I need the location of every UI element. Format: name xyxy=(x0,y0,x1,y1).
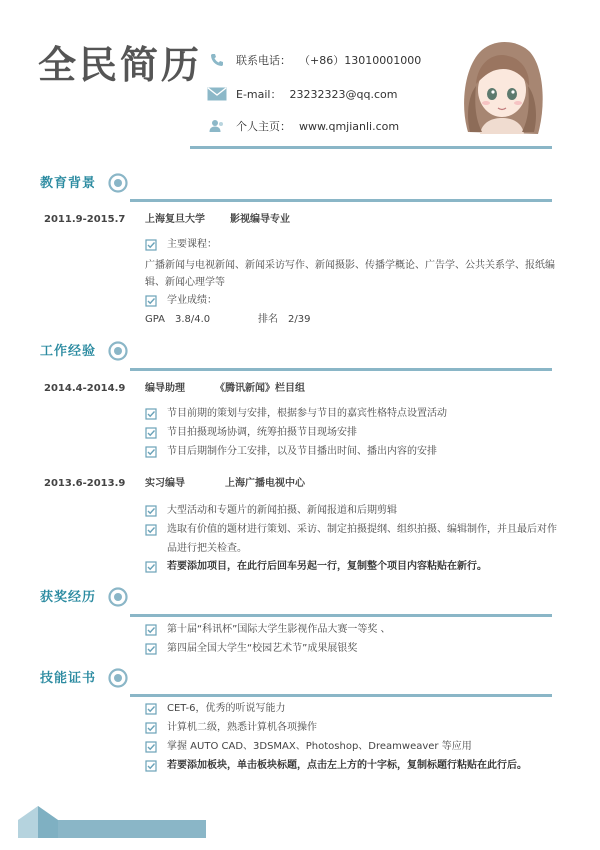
person-icon xyxy=(206,118,228,134)
phone-icon xyxy=(206,52,228,68)
homepage-value: www.qmjianli.com xyxy=(299,119,400,133)
checkbox-icon xyxy=(145,703,157,715)
phone-value: （+86）13010001000 xyxy=(299,54,422,67)
list-item xyxy=(145,719,565,737)
envelope-icon xyxy=(206,86,228,102)
list-item xyxy=(145,757,565,775)
section-divider xyxy=(130,368,552,371)
skill-item: CET-6，优秀的听说写能力 xyxy=(167,703,286,714)
list-item xyxy=(145,700,565,718)
courses-label: 主要课程： xyxy=(167,239,217,250)
gpa-value: GPA 3.8/4.0 xyxy=(145,314,211,325)
courses-text-line1: 广播新闻与电视新闻、新闻采访写作、新闻摄影、传播学概论、广告学、公共关系学、报纸编 xyxy=(145,260,555,271)
list-item xyxy=(145,640,565,658)
award-item: 第十届“科讯杯”国际大学生影视作品大赛一等奖 、 xyxy=(167,624,391,635)
job1-item: 节目前期的策划与安排，根据参与节目的嘉宾性格特点设置活动 xyxy=(167,408,447,419)
homepage-label: 个人主页： xyxy=(236,120,291,133)
rank-value: 排名 2/39 xyxy=(258,314,311,325)
list-item xyxy=(145,424,565,442)
phone-label: 联系电话： xyxy=(236,54,291,67)
job1-date: 2014.4-2014.9 xyxy=(44,383,126,394)
resume-title: 全民简历 xyxy=(38,43,203,87)
section-title-awards: 获奖经历 xyxy=(40,590,97,605)
checkbox-icon xyxy=(145,760,157,772)
email-value: 23232323@qq.com xyxy=(289,87,398,101)
job2-item: 选取有价值的题材进行策划、采访、制定拍摄提纲、组织拍摄、编辑制作，并且最后对作 xyxy=(167,524,557,535)
list-item xyxy=(145,738,565,756)
award-item: 第四届全国大学生“校园艺术节”成果展银奖 xyxy=(167,643,358,654)
checkbox-icon xyxy=(145,561,157,573)
job2-item-continued: 品进行把关检查。 xyxy=(167,543,247,554)
checkbox-icon xyxy=(145,408,157,420)
list-item xyxy=(145,558,565,576)
education-date: 2011.9-2015.7 xyxy=(44,214,126,225)
grades-label: 学业成绩： xyxy=(167,295,217,306)
checkbox-icon xyxy=(145,643,157,655)
list-item xyxy=(145,236,565,254)
checkbox-icon xyxy=(145,295,157,307)
education-school: 上海复旦大学 xyxy=(145,214,205,225)
job2-role: 实习编导 xyxy=(145,478,185,489)
courses-text-line2: 辑、新闻心理学等 xyxy=(145,277,225,288)
list-item xyxy=(145,405,565,423)
footer-prism-decoration xyxy=(18,806,58,838)
header-divider xyxy=(190,146,552,149)
email-label: E-mail： xyxy=(236,88,282,101)
education-major: 影视编导专业 xyxy=(230,214,290,225)
skill-item-hint: 若要添加板块，单击板块标题，点击左上方的十字标，复制标题行粘贴在此行后。 xyxy=(167,760,527,771)
checkbox-icon xyxy=(145,446,157,458)
section-divider xyxy=(130,614,552,617)
job2-org: 上海广播电视中心 xyxy=(225,478,305,489)
contact-email xyxy=(206,84,397,104)
job1-role: 编导助理 xyxy=(145,383,185,394)
contact-homepage xyxy=(206,116,399,136)
section-divider xyxy=(130,694,552,697)
target-icon xyxy=(108,587,128,607)
job2-date: 2013.6-2013.9 xyxy=(44,478,126,489)
target-icon xyxy=(108,668,128,688)
list-item xyxy=(145,443,565,461)
skill-item: 掌握 AUTO CAD、3DSMAX、Photoshop、Dreamweaver 等应用 xyxy=(167,741,472,752)
target-icon xyxy=(108,341,128,361)
job1-org: 《腾讯新闻》栏目组 xyxy=(215,383,305,394)
checkbox-icon xyxy=(145,624,157,636)
section-title-skills: 技能证书 xyxy=(40,671,97,686)
checkbox-icon xyxy=(145,741,157,753)
checkbox-icon xyxy=(145,722,157,734)
section-title-education: 教育背景 xyxy=(40,176,97,191)
job1-item: 节目后期制作分工安排，以及节目播出时间、播出内容的安排 xyxy=(167,446,437,457)
checkbox-icon xyxy=(145,239,157,251)
checkbox-icon xyxy=(145,505,157,517)
target-icon xyxy=(108,173,128,193)
list-item xyxy=(145,502,565,520)
list-item xyxy=(145,292,565,310)
job1-item: 节目拍摄现场协调，统筹拍摄节目现场安排 xyxy=(167,427,357,438)
checkbox-icon xyxy=(145,427,157,439)
section-divider xyxy=(130,199,552,202)
checkbox-icon xyxy=(145,524,157,536)
contact-phone xyxy=(206,50,421,70)
list-item xyxy=(145,521,565,539)
list-item xyxy=(145,621,565,639)
skill-item: 计算机二级，熟悉计算机各项操作 xyxy=(167,722,317,733)
job2-item: 大型活动和专题片的新闻拍摄、新闻报道和后期剪辑 xyxy=(167,505,397,516)
job2-item-hint: 若要添加项目，在此行后回车另起一行，复制整个项目内容粘贴在新行。 xyxy=(167,561,487,572)
section-title-work: 工作经验 xyxy=(40,344,97,359)
avatar xyxy=(452,36,552,136)
